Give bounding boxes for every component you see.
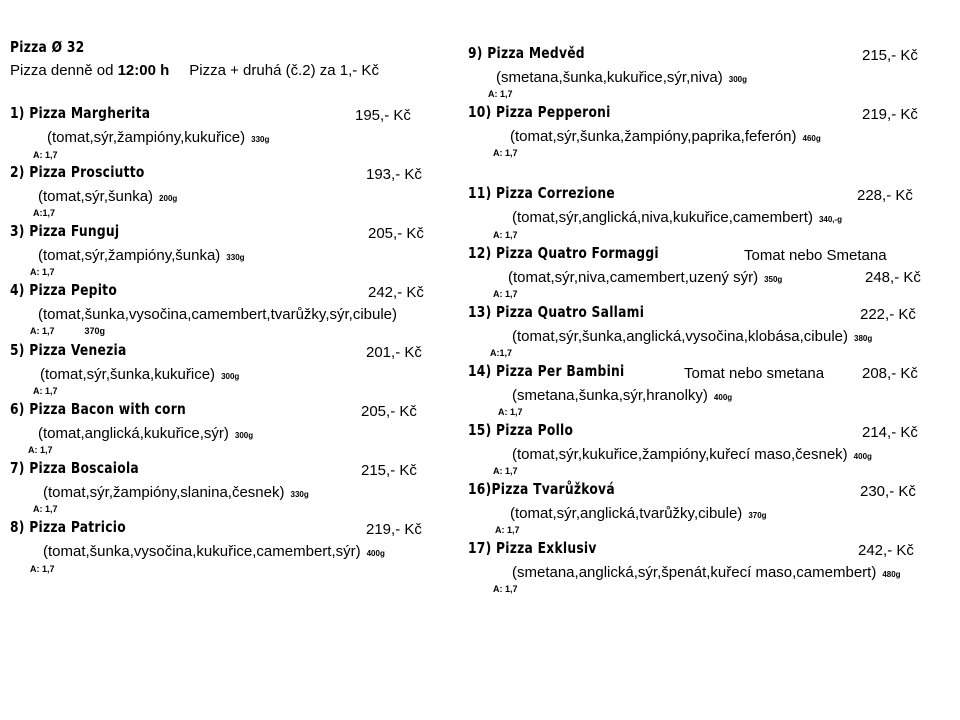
item-weight: 370g	[84, 326, 106, 336]
item-ingredients: (tomat,sýr,žampióny,slanina,česnek) 330g	[43, 484, 309, 501]
item-price: 214,- Kč	[862, 424, 918, 441]
daily-time: 12:00 h	[117, 62, 170, 79]
item-weight: 460g	[802, 134, 821, 143]
item-ingredients: (tomat,sýr,šunka,anglická,vysočina,klobása,cibule) 380g	[512, 328, 873, 345]
item-price: 242,- Kč	[858, 542, 914, 559]
item-title: 11) Pizza Correzione	[468, 184, 615, 202]
item-allergens: A: 1,7	[30, 267, 55, 277]
item-allergens: A: 1,7	[33, 150, 58, 160]
item-title: 8) Pizza Patricio	[10, 518, 126, 536]
item-ingredients: (smetana,anglická,sýr,špenát,kuřecí maso,camembert) 480g	[512, 564, 901, 581]
item-title: 13) Pizza Quatro Sallami	[468, 303, 645, 321]
item-allergens: A: 1,7	[33, 504, 58, 514]
item-price: 193,- Kč	[366, 166, 422, 183]
daily-offer-line	[10, 63, 379, 78]
item-ingredients: (tomat,sýr,šunka,žampióny,paprika,feferón) 460g	[510, 128, 821, 145]
item-weight: 400g	[713, 393, 733, 402]
item-weight: 350g	[764, 275, 783, 284]
item-allergens: A: 1,7	[488, 89, 513, 99]
item-allergens: A: 1,7	[493, 148, 518, 158]
item-ingredients: (tomat,sýr,niva,camembert,uzený sýr) 350g	[508, 269, 783, 286]
item-title: 17) Pizza Exklusiv	[468, 539, 597, 557]
item-ingredients: (tomat,sýr,šunka,kukuřice) 300g	[40, 366, 240, 383]
item-weight: 340,-g	[818, 215, 843, 224]
item-ingredients: (tomat,sýr,žampióny,kukuřice) 330g	[47, 129, 270, 146]
item-title: 7) Pizza Boscaiola	[10, 459, 139, 477]
item-price: 248,- Kč	[865, 269, 921, 286]
item-weight: 330g	[251, 135, 270, 144]
item-price: 219,- Kč	[862, 106, 918, 123]
item-title: 16)Pizza Tvarůžková	[468, 480, 615, 498]
item-allergens: A: 1,7 370g	[30, 326, 106, 336]
item-price: 201,- Kč	[366, 344, 422, 361]
item-weight: 480g	[882, 570, 901, 579]
item-title: 9) Pizza Medvěd	[468, 44, 585, 62]
item-allergens: A: 1,7	[493, 466, 518, 476]
item-price: 242,- Kč	[368, 284, 424, 301]
item-price: 215,- Kč	[862, 47, 918, 64]
item-title: 4) Pizza Pepito	[10, 281, 118, 299]
item-weight: 300g	[234, 431, 254, 440]
item-ingredients: (tomat,anglická,kukuřice,sýr) 300g	[38, 425, 254, 442]
item-title: 6) Pizza Bacon with corn	[10, 400, 187, 418]
item-weight: 330g	[226, 253, 245, 262]
item-weight: 400g	[853, 452, 872, 461]
item-allergens: A:1,7	[490, 348, 513, 358]
item-base-option: Tomat nebo smetana	[684, 365, 825, 382]
item-title: 2) Pizza Prosciutto	[10, 163, 145, 181]
menu-title: Pizza Ø 32	[10, 38, 85, 56]
daily-offer: Pizza + druhá (č.2) za 1,- Kč	[189, 62, 379, 79]
item-allergens: A: 1,7	[498, 407, 523, 417]
item-weight: 400g	[366, 549, 385, 558]
item-allergens: A: 1,7	[28, 445, 53, 455]
item-price: 205,- Kč	[361, 403, 417, 420]
item-title: 15) Pizza Pollo	[468, 421, 574, 439]
item-allergens: A: 1,7	[493, 584, 518, 594]
item-title: 10) Pizza Pepperoni	[468, 103, 611, 121]
item-allergens: A: 1,7	[30, 564, 55, 574]
item-weight: 200g	[159, 194, 178, 203]
item-weight: 370g	[748, 511, 767, 520]
item-weight: 330g	[290, 490, 309, 499]
item-ingredients: (tomat,sýr,kukuřice,žampióny,kuřecí maso,česnek) 400g	[512, 446, 872, 463]
item-allergens: A: 1,7	[493, 289, 518, 299]
item-ingredients: (tomat,sýr,anglická,tvarůžky,cibule) 370g	[510, 505, 767, 522]
item-allergens: A: 1,7	[33, 386, 58, 396]
item-ingredients: (tomat,sýr,šunka) 200g	[38, 188, 178, 205]
item-base-option: Tomat nebo Smetana	[744, 247, 887, 264]
item-price: 195,- Kč	[355, 107, 411, 124]
item-weight: 300g	[221, 372, 240, 381]
item-allergens: A:1,7	[33, 208, 56, 218]
item-title: 12) Pizza Quatro Formaggi	[468, 244, 659, 262]
item-title: 5) Pizza Venezia	[10, 341, 127, 359]
item-ingredients: (tomat,sýr,anglická,niva,kukuřice,camembert) 340,-g	[512, 209, 843, 226]
item-allergens: A: 1,7	[495, 525, 520, 535]
item-price: 222,- Kč	[860, 306, 916, 323]
item-weight: 380g	[854, 334, 873, 343]
item-title: 3) Pizza Funguj	[10, 222, 120, 240]
item-weight: 300g	[728, 75, 747, 84]
item-price: 219,- Kč	[366, 521, 422, 538]
item-price: 215,- Kč	[361, 462, 417, 479]
item-ingredients: (smetana,šunka,kukuřice,sýr,niva) 300g	[496, 69, 747, 86]
item-price: 230,- Kč	[860, 483, 916, 500]
item-ingredients: (tomat,šunka,vysočina,camembert,tvarůžky,sýr,cibule)	[38, 306, 398, 323]
item-title: 14) Pizza Per Bambini	[468, 362, 625, 380]
item-ingredients: (smetana,šunka,sýr,hranolky) 400g	[512, 387, 733, 404]
item-ingredients: (tomat,sýr,žampióny,šunka) 330g	[38, 247, 245, 264]
item-ingredients: (tomat,šunka,vysočina,kukuřice,camembert,sýr) 400g	[43, 543, 385, 560]
item-price: 228,- Kč	[857, 187, 913, 204]
daily-prefix: Pizza denně od	[10, 62, 118, 79]
item-title: 1) Pizza Margherita	[10, 104, 151, 122]
item-allergens: A: 1,7	[493, 230, 518, 240]
item-price: 208,- Kč	[862, 365, 918, 382]
item-price: 205,- Kč	[368, 225, 424, 242]
